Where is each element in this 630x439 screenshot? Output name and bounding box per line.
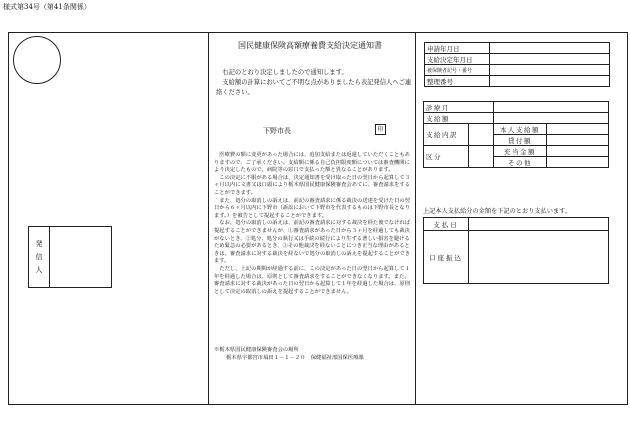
sender-char: 人	[35, 266, 43, 274]
breakdown-gap	[469, 124, 494, 146]
table-row	[425, 43, 610, 54]
table-row	[424, 113, 609, 124]
treatment-month-value	[494, 102, 609, 113]
table-row	[424, 124, 609, 135]
info-label: 整理番号	[425, 76, 490, 87]
appeal-office-label: ※栃木県国民健康保険審査会の場所	[214, 347, 299, 353]
breakdown-item: その他	[494, 157, 547, 168]
info-value	[490, 54, 610, 65]
sender-label	[29, 227, 50, 287]
table-row	[424, 231, 609, 284]
sender-char: 発	[35, 240, 43, 248]
breakdown-item: 貸付額	[494, 135, 547, 146]
intro-line: 支給額の計算においてご不明な点がありましたら表記発信人へご連絡ください。	[216, 79, 412, 96]
body-paragraph: ただし、上記の期間が経過する前に、この決定があった日の翌日から起算して１年を経過した場合は、原則として審査請求をすることができなくなります。また、審査請求に対する裁決があった日の翌日から起算して１年を経過した場合は、原則として決定の取消しの訴えを提起することができません。	[214, 265, 410, 295]
payment-method-label: 口座振込	[424, 231, 469, 284]
body-paragraph: この決定に不服がある場合は、決定通知書を受け取った日の翌日から起算して３ヶ月以内に文書又は口頭により栃木県国民健康保険審査会あてに、審査請求をすることができます。	[214, 174, 410, 196]
mayor-name: 下野市長	[263, 127, 291, 135]
breakdown-item: 本人支給額	[494, 124, 547, 135]
body-paragraph: なお、処分の取消しの訴えは、前記の審査請求に対する裁決を経た後でなければ提起することができませんが、①審査請求があった日から３ヶ月を経過しても裁決がないとき、②処分、処分の執行又は手続の続行により生ずる著しい損害を避けるため緊急の必要があるとき、③その他裁決を経ないことにつき正当な理由があるときは、審査請求に対する裁決を経ないで処分の取消しの訴えを提起することができます。	[214, 220, 410, 265]
payment-amount-table	[423, 101, 609, 168]
appeal-office-street: 栃木県宇都宮市塙田１－１－２０ 保健福祉部国保医療課	[226, 354, 364, 361]
info-label: 申請年月日	[425, 43, 490, 54]
info-label: 支給決定年月日	[425, 54, 490, 65]
postage-circle	[13, 36, 61, 84]
table-row	[424, 102, 609, 113]
payment-amount-value	[494, 113, 609, 124]
sender-char: 信	[35, 253, 43, 261]
notice-body	[214, 152, 414, 296]
appeal-office-address	[214, 347, 414, 362]
breakdown-value	[547, 135, 609, 146]
table-row	[425, 65, 610, 76]
payment-date-label: 支払日	[424, 218, 469, 231]
breakdown-value	[547, 146, 609, 157]
body-paragraph: 医療費の額に変更があった場合には、追加支給または返還していただくこともありますので、ご了承ください。支給額に係る自己負担限度額については審査機関により決定したもので、病院等の窓口で支払った額と異なることがあります。	[214, 152, 410, 174]
breakdown-label: 支給内訳	[424, 124, 469, 146]
breakdown-item: 充当金額	[494, 146, 547, 157]
table-row	[425, 76, 610, 87]
payment-note: 上記本人支払給分の金額を下記のとおり支払います。	[423, 208, 572, 215]
notice-title: 国民健康保険高額療養費支給決定通知書	[238, 41, 382, 50]
intro-text	[216, 68, 416, 98]
intro-line: 右記のとおり決定しましたので通知します。	[222, 69, 348, 76]
sender-box	[28, 226, 112, 288]
payment-method-table	[423, 217, 609, 284]
breakdown-value	[547, 124, 609, 135]
fold-line-left	[208, 32, 209, 405]
category-gap	[469, 146, 494, 168]
payment-amount-label: 支給額	[424, 113, 494, 124]
treatment-month-label: 診療月	[424, 102, 494, 113]
info-value	[490, 76, 610, 87]
info-value	[490, 43, 610, 54]
form-number-label: 様式第34号（第41条関係）	[3, 3, 91, 11]
breakdown-value	[547, 157, 609, 168]
payment-method-value	[469, 231, 609, 284]
info-value	[490, 65, 610, 76]
application-info-table	[424, 42, 610, 87]
body-paragraph: また、処分の取消しの訴えは、前記の審査請求に係る裁決の送達を受けた日の翌日から６ヶ月以内に下野市（訴訟において下野市を代表するものは下野市長となります。）を被告として提起することができます。	[214, 197, 410, 219]
table-row	[425, 54, 610, 65]
category-label: 区分	[424, 146, 469, 168]
mayor-seal: 印	[375, 124, 386, 135]
table-row	[424, 218, 609, 231]
payment-date-value	[469, 218, 609, 231]
info-label: 被保険者記号・番号	[425, 65, 490, 76]
table-row	[424, 146, 609, 157]
